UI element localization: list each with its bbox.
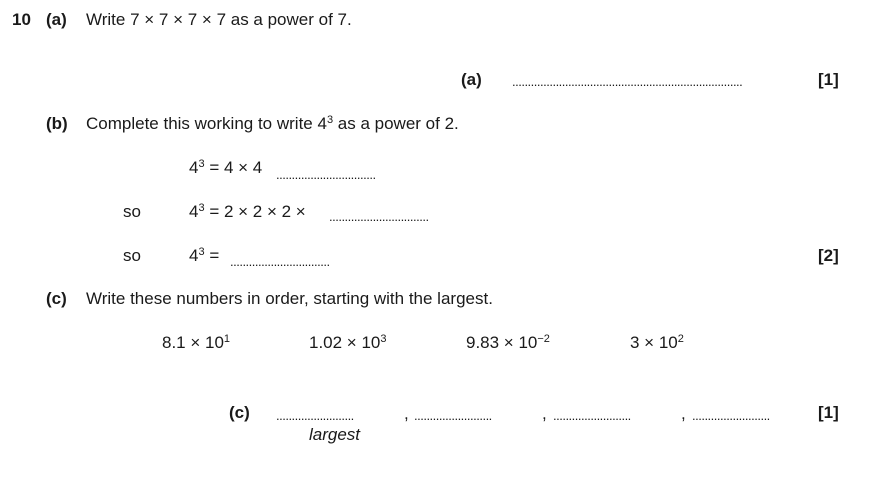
separator-3: , [681, 404, 686, 423]
working-line-2-so: so [123, 202, 141, 221]
working-line-1-answer[interactable]: ................................ [276, 167, 376, 182]
order-answer-1[interactable]: ......................... [276, 408, 354, 423]
part-b-marks: [2] [818, 246, 839, 265]
order-answer-2[interactable]: ......................... [414, 408, 492, 423]
working-line-3: $4^3$ = [189, 246, 220, 265]
number-1: $8.1 \times 10^1$ [162, 333, 231, 352]
part-a-label: (a) [46, 10, 67, 29]
part-b-label: (b) [46, 114, 68, 133]
question-number: 10 [12, 10, 31, 29]
part-a-marks: [1] [818, 70, 839, 89]
order-answer-3[interactable]: ......................... [553, 408, 631, 423]
part-a-text: Write 7 × 7 × 7 × 7 as a power of 7. [86, 10, 352, 29]
part-a-answer-line[interactable]: .......................................................................... [512, 74, 743, 89]
number-3: $9.83 \times 10^{-2}$ [466, 333, 550, 352]
part-b-text: Complete this working to write $4^3$ as a power of 2. [86, 114, 459, 133]
order-answer-4[interactable]: ......................... [692, 408, 770, 423]
largest-caption: largest [309, 425, 361, 444]
part-c-answer-label: (c) [229, 403, 250, 422]
working-line-2-answer[interactable]: ................................ [329, 209, 429, 224]
working-line-1: $4^3 = 4 \times 4$ [189, 158, 263, 177]
part-c-marks: [1] [818, 403, 839, 422]
working-line-3-answer[interactable]: ................................ [230, 254, 330, 269]
number-2: $1.02 \times 10^3$ [309, 333, 387, 352]
working-line-2: $4^3 = 2 \times 2 \times 2$ × [189, 202, 306, 221]
separator-2: , [542, 404, 547, 423]
part-a-answer-label: (a) [461, 70, 482, 89]
number-4: $3 \times 10^2$ [630, 333, 684, 352]
working-line-3-so: so [123, 246, 141, 265]
part-c-label: (c) [46, 289, 67, 308]
part-c-text: Write these numbers in order, starting with the largest. [86, 289, 493, 308]
separator-1: , [404, 404, 409, 423]
